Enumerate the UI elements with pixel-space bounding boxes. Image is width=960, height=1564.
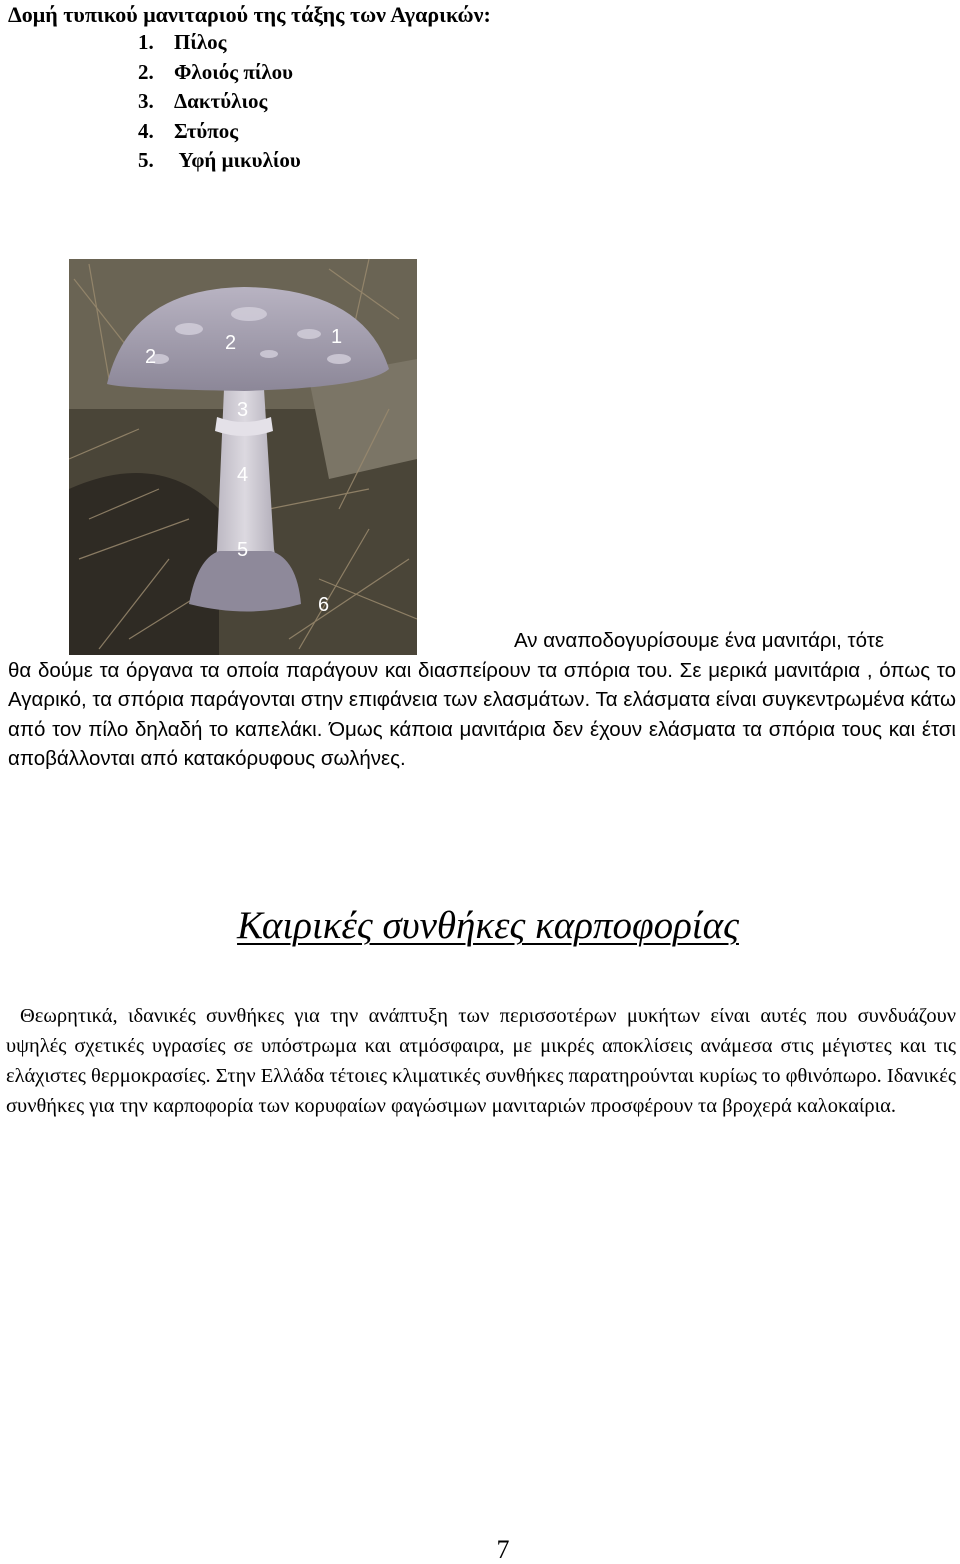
list-item-number: 5. <box>138 148 154 172</box>
photo-label: 6 <box>318 594 330 616</box>
list-item-number: 1. <box>138 30 154 54</box>
photo-label: 2 <box>145 346 157 368</box>
structure-heading: Δομή τυπικού μανιταριού της τάξης των Αγαρικών: <box>8 2 491 27</box>
list-item-number: 2. <box>138 59 154 84</box>
page-number: 7 <box>496 1535 510 1564</box>
list-item-label: Στύπος <box>174 118 239 143</box>
list-item-label: Πίλος <box>174 30 227 54</box>
list-item <box>138 117 301 147</box>
list-item-label: Υφή μικυλίου <box>174 148 301 172</box>
intro-first-line: Αν αναποδογυρίσουμε ένα μανιτάρι, τότε <box>514 629 884 652</box>
list-item <box>138 87 301 117</box>
photo-label: 5 <box>237 539 249 561</box>
photo-label: 2 <box>225 332 237 354</box>
photo-label: 3 <box>237 399 249 421</box>
list-item-label: Φλοιός πίλου <box>174 59 294 84</box>
list-item <box>138 58 301 88</box>
photo-label: 4 <box>237 464 249 486</box>
mushroom-photo <box>69 259 417 655</box>
intro-text: θα δούμε τα όργανα τα οποία παράγουν και διασπείρουν τα σπόρια του. Σε μερικά μανιτάρια , όπως το Αγαρικό, τα σπόρια παράγονται στην επιφάνεια των ελασμάτων. Τα ελάσματα είναι συγκεντρωμένα κάτω από τον πίλο δηλαδή το καπελάκι. Όμως κάποια μανιτάρια δεν έχουν ελάσματα τα σπόρια τους και έτσι αποβάλλονται από κατακόρυφους σωλήνες. <box>8 658 956 770</box>
photo-label: 1 <box>331 326 343 348</box>
list-item-number: 4. <box>138 118 154 143</box>
list-item-number: 3. <box>138 89 154 113</box>
mushroom-parts-list <box>138 28 301 176</box>
intro-paragraph <box>8 626 956 774</box>
list-item <box>138 146 301 176</box>
climate-paragraph: Θεωρητικά, ιδανικές συνθήκες για την ανάπτυξη των περισσοτέρων μυκήτων είναι αυτές που συνδυάζουν υψηλές σχετικές υγρασίες σε υπόστρωμα και ατμόσφαιρα, με μικρές αποκλίσεις ανάμεσα στις μέγιστες και τις ελάχιστες θερμοκρασίες. Στην Ελλάδα τέτοιες κλιματικές συνθήκες παρατηρούνται κυρίως το φθινόπωρο. Ιδανικές συνθήκες για την καρποφορία των κορυφαίων φαγώσιμων μανιταριών προσφέρουν τα βροχερά καλοκαίρια. <box>6 1005 956 1117</box>
list-item <box>138 28 301 58</box>
section-title: Καιρικές συνθήκες καρποφορίας <box>237 904 739 947</box>
list-item-label: Δακτύλιος <box>174 89 268 113</box>
